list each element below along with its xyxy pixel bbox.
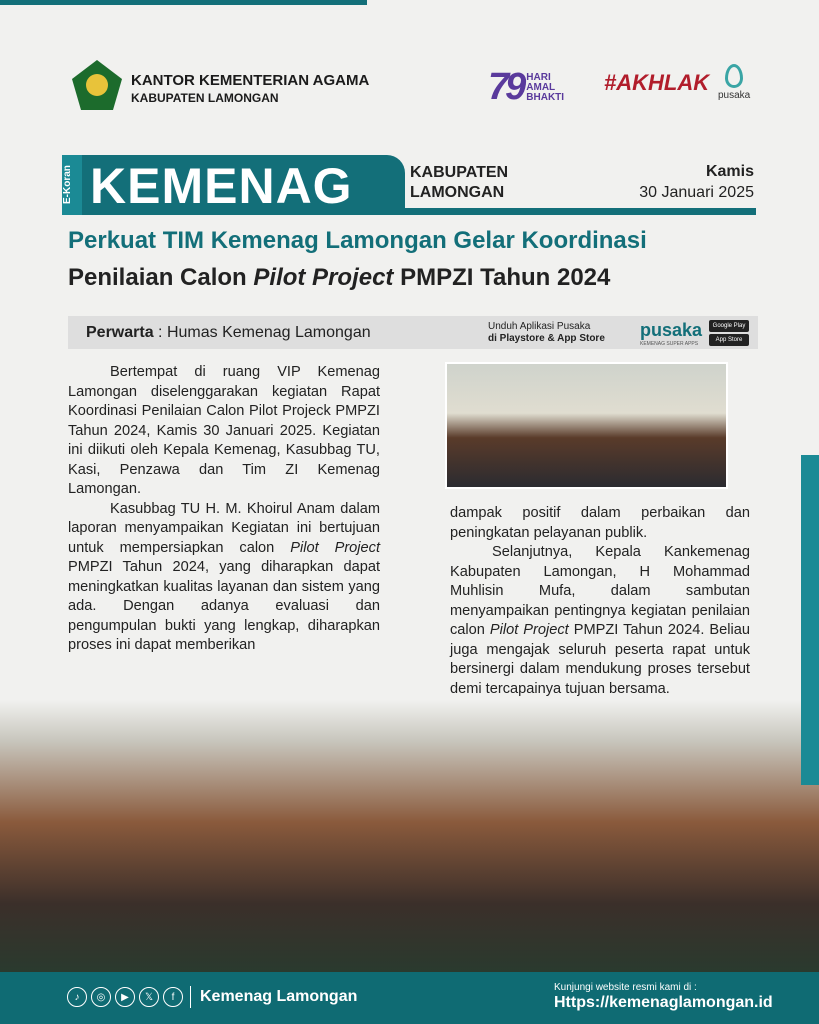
text: Kasubbag TU H. M. Khoirul Anam dalam laporan menyampaikan Kegiatan ini bertujuan untuk mempersiapkan calon — [68, 500, 380, 556]
pusaka-logo — [718, 64, 750, 101]
download-text: Unduh Aplikasi Pusaka — [488, 321, 591, 332]
kemenag-logo — [72, 60, 122, 110]
masthead — [62, 155, 756, 215]
app-sub: KEMENAG SUPER APPS — [640, 341, 699, 347]
google-play-badge[interactable]: Google Play — [709, 320, 749, 332]
youtube-icon[interactable]: ▶ — [115, 987, 135, 1007]
italic-text: Pilot Project — [489, 622, 569, 638]
pusaka-app-logo — [640, 320, 702, 347]
top-accent-line — [0, 0, 367, 5]
paragraph — [450, 543, 750, 699]
masthead-title: KEMENAG — [90, 158, 353, 214]
org-line1: KANTOR KEMENTERIAN AGAMA — [131, 72, 370, 89]
download-stores: di Playstore & App Store — [488, 333, 605, 344]
issue-date — [639, 161, 754, 203]
footer — [0, 972, 819, 1024]
day: Kamis — [705, 163, 754, 180]
italic-text: Pilot Project — [290, 539, 381, 556]
byline-author: Humas Kemenag Lamongan — [166, 324, 371, 341]
date: 30 Januari 2025 — [639, 184, 754, 201]
article-right-column — [450, 504, 750, 699]
text: PMPZI Tahun 2024. Beliau juga mengajak seluruh peserta rapat untuk bersinergi dalam mendukung proses tersebut demi tercapainya tujuan bersama. — [450, 622, 750, 697]
visit-text: Kunjungi website resmi kami di : — [554, 982, 697, 993]
text: PMPZI Tahun 2024, yang diharapkan dapat meningkatkan kualitas layanan dan sistem yang ada. Dengan adanya evaluasi dan pengumpulan bukti yang lengkap, diharapkan proses ini dapat memberikan — [68, 559, 380, 653]
paragraph: Bertempat di ruang VIP Kemenag Lamongan diselenggarakan kegiatan Rapat Koordinasi Penilaian Calon Pilot Projeck PMPZI Tahun 2024, Kamis 30 Januari 2025. Kegiatan ini diikuti oleh Kepala Kemenag, Kasubbag TU, Kasi, Penzawa dan Tim ZI Kemenag Lamongan. — [68, 364, 380, 497]
hab-number: 79 — [488, 66, 523, 108]
region-line1: KABUPATEN — [410, 164, 509, 181]
masthead-region — [410, 163, 508, 203]
side-accent — [801, 455, 819, 785]
facebook-icon[interactable]: f — [163, 987, 183, 1007]
byline-sep: : — [153, 324, 167, 341]
hari-amal-bhakti-logo — [488, 66, 564, 109]
meeting-photo-large — [0, 700, 819, 972]
berakhlak-logo: #AKHLAK — [604, 70, 710, 95]
app-store-badge[interactable]: App Store — [709, 334, 749, 346]
organization-name — [131, 72, 369, 105]
pusaka-label: pusaka — [718, 90, 751, 101]
byline-label: Perwarta — [86, 324, 154, 341]
byline-bar — [68, 316, 758, 349]
text: Selanjutnya, Kepala Kankemenag Kabupaten Lamongan, H Mohammad Muhlisin Mufa, dalam sambutan menyampaikan pentingnya kegiatan penilaian calon — [450, 544, 750, 638]
hab-text: BHAKTI — [526, 91, 565, 103]
meeting-photo-small — [445, 362, 728, 489]
app-name: pusaka — [640, 320, 703, 340]
tiktok-icon[interactable]: ♪ — [67, 987, 87, 1007]
hab-text: HARI — [526, 71, 551, 83]
headline-text: Penilaian Calon — [68, 264, 254, 291]
ekoran-label: E-Koran — [62, 155, 82, 215]
headline-line1: Perkuat TIM Kemenag Lamongan Gelar Koordinasi — [68, 227, 647, 254]
divider — [190, 986, 191, 1008]
org-line2: KABUPATEN LAMONGAN — [131, 91, 279, 105]
website-link[interactable]: Https://kemenaglamongan.id — [554, 994, 773, 1011]
paragraph — [68, 500, 380, 656]
headline-line2 — [68, 264, 610, 292]
instagram-icon[interactable]: ◎ — [91, 987, 111, 1007]
article-left-column — [68, 363, 380, 656]
headline-italic: Pilot Project — [253, 264, 394, 291]
x-icon[interactable]: 𝕏 — [139, 987, 159, 1007]
hab-text: AMAL — [526, 81, 556, 93]
paragraph: dampak positif dalam perbaikan dan peningkatan pelayanan publik. — [450, 505, 750, 541]
region-line2: LAMONGAN — [410, 184, 505, 201]
headline-text: PMPZI Tahun 2024 — [393, 264, 611, 291]
footer-name: Kemenag Lamongan — [200, 988, 358, 1005]
